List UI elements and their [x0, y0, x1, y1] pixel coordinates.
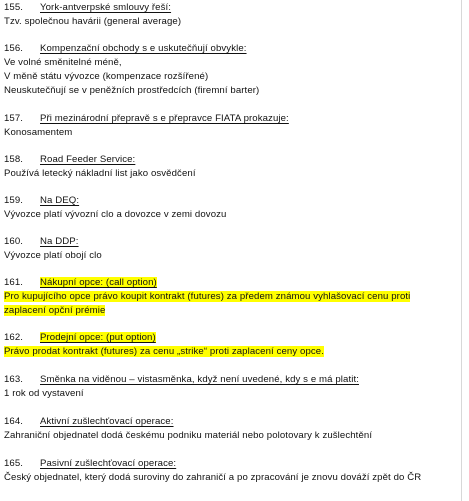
entry-question: Při mezinárodní přepravě s e přepravce FIATA prokazuje:: [40, 113, 289, 124]
entry-heading: [4, 276, 455, 290]
entry-161: [4, 276, 455, 318]
entry-heading: [4, 373, 455, 387]
entry-164: [4, 415, 455, 443]
entry-question: York-antverpské smlouvy řeší:: [40, 2, 172, 13]
entry-answer-text: Pro kupujícího opce právo koupit kontrakt (futures) za předem známou vyhlašovací cenu proti: [4, 291, 411, 302]
entry-number: 159.: [4, 195, 24, 206]
entry-heading: [4, 235, 455, 249]
entry-156: [4, 42, 455, 98]
entry-163: [4, 373, 455, 401]
entry-answer-line: 1 rok od vystavení: [4, 388, 84, 399]
entry-number: 155.: [4, 2, 24, 13]
entry-heading: [4, 1, 455, 15]
entry-heading: [4, 331, 455, 345]
entry-number: 157.: [4, 113, 24, 124]
entry-heading: [4, 457, 455, 471]
entry-answer-line: Ve volné směnitelné méně,: [4, 57, 122, 68]
entry-160: [4, 235, 455, 263]
entry-158: [4, 153, 455, 181]
entry-heading: [4, 153, 455, 167]
entry-answer-line: Používá letecký nákladní list jako osvědčení: [4, 168, 196, 179]
entry-heading: [4, 194, 455, 208]
entry-question: Road Feeder Service:: [40, 154, 136, 165]
entry-number: 158.: [4, 154, 24, 165]
entry-157: [4, 112, 455, 140]
entry-heading: [4, 42, 455, 56]
entry-answer-line: Vývozce platí vývozní clo a dovozce v zemi dovozu: [4, 209, 227, 220]
entry-answer-line: Konosamentem: [4, 127, 73, 138]
entry-answer-line: Zahraniční objednatel dodá českému podniku materiál nebo polotovary k zušlechtění: [4, 430, 373, 441]
entry-number: 156.: [4, 43, 24, 54]
entry-heading: [4, 112, 455, 126]
entry-165: [4, 457, 455, 485]
entry-answer-line: Vývozce platí obojí clo: [4, 250, 102, 261]
entry-number: 160.: [4, 236, 24, 247]
entry-question: Pasivní zušlechťovací operace:: [40, 458, 177, 469]
entry-162: [4, 331, 455, 359]
entry-155: [4, 1, 455, 29]
entry-answer-line: [4, 304, 455, 318]
entry-question: Nákupní opce: (call option): [40, 277, 157, 288]
entry-question: Prodejní opce: (put option): [40, 332, 156, 343]
entry-answer-text: zaplacení opční prémie: [4, 305, 106, 316]
entry-number: 163.: [4, 374, 24, 385]
entry-number: 162.: [4, 332, 24, 343]
entry-number: 161.: [4, 277, 24, 288]
entry-question: Aktivní zušlechťovací operace:: [40, 416, 174, 427]
entry-answer-line: [4, 290, 455, 304]
entry-question: Na DEQ:: [40, 195, 80, 206]
entry-159: [4, 194, 455, 222]
entry-answer-line: Neuskutečňují se v peněžních prostředcích (firemní barter): [4, 85, 260, 96]
entry-answer-line: [4, 345, 455, 359]
entry-answer-text: Právo prodat kontrakt (futures) za cenu „strike“ proti zaplacení ceny opce.: [4, 346, 324, 357]
entry-heading: [4, 415, 455, 429]
entry-number: 164.: [4, 416, 24, 427]
entry-number: 165.: [4, 458, 24, 469]
entry-question: Směnka na viděnou – vistasměnka, když není uvedené, kdy s e má platit:: [40, 374, 359, 385]
entry-answer-line: Tzv. společnou havárii (general average): [4, 16, 182, 27]
entry-answer-line: Český objednatel, který dodá suroviny do zahraničí a po zpracování je znovu dováží zpět do ČR: [4, 472, 422, 483]
entry-question: Kompenzační obchody s e uskutečňují obvykle:: [40, 43, 247, 54]
entry-answer-line: V měně státu vývozce (kompenzace rozšířené): [4, 71, 209, 82]
entry-question: Na DDP:: [40, 236, 79, 247]
